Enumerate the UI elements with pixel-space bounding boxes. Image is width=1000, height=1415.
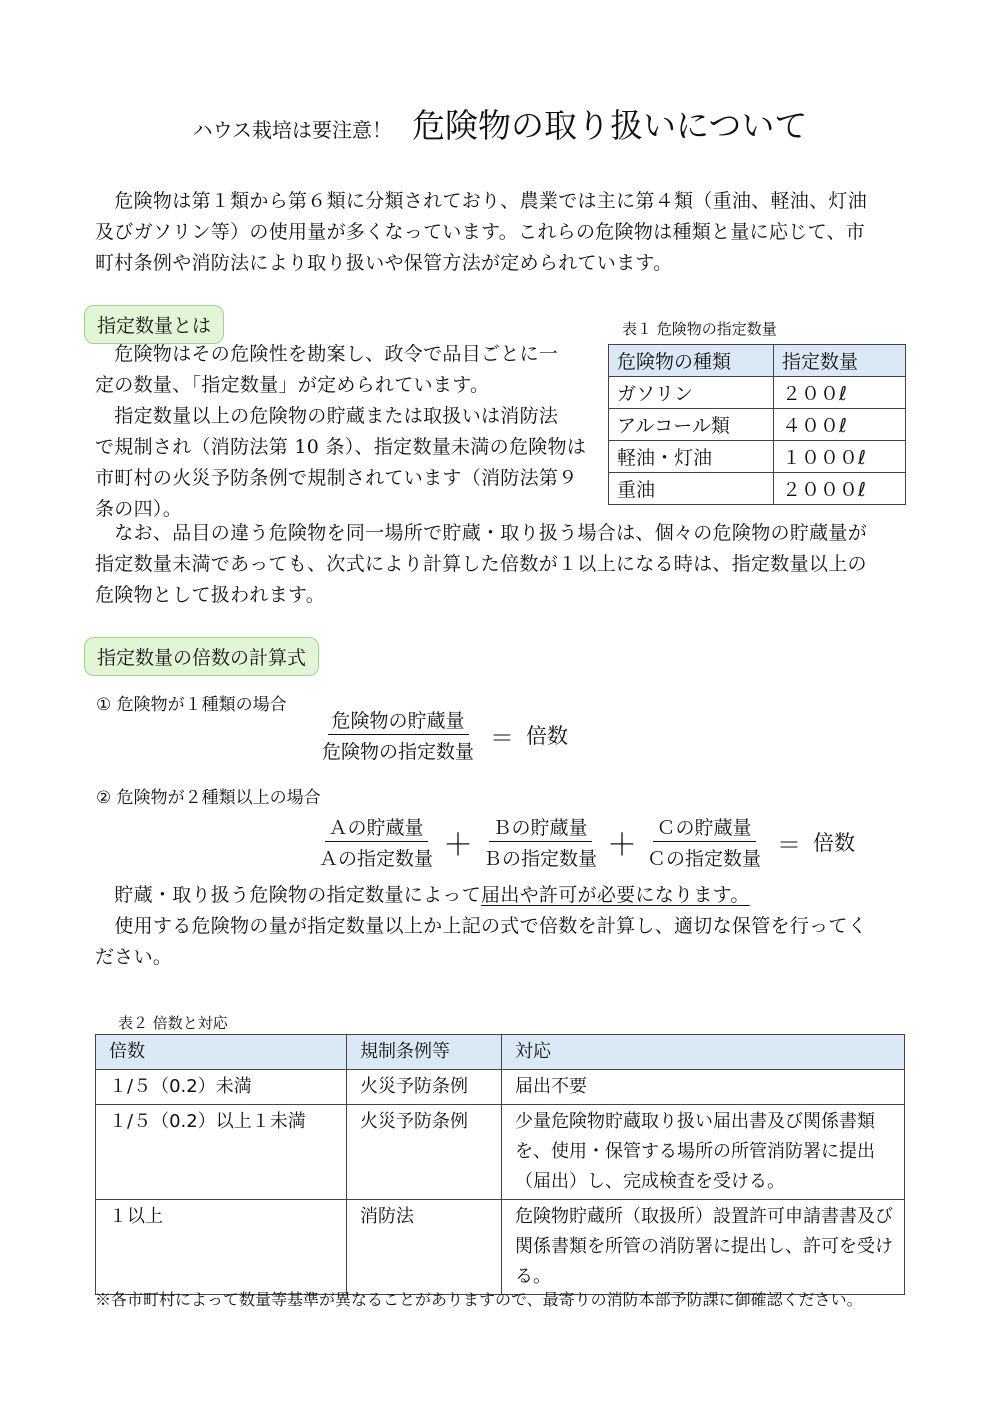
fraction-denominator: 危険物の指定数量 xyxy=(322,741,475,763)
table-row xyxy=(96,1105,905,1200)
table-cell: 消防法 xyxy=(347,1200,502,1295)
table-cell: ４００ℓ xyxy=(774,409,906,441)
table-row xyxy=(609,441,906,473)
section1-note-paragraph xyxy=(95,518,925,611)
formula-notes xyxy=(95,880,925,973)
section-label-formula: 指定数量の倍数の計算式 xyxy=(84,637,319,676)
table-cell: ガソリン xyxy=(609,377,774,409)
section1-paragraph xyxy=(95,339,605,525)
equals-sign: ＝ xyxy=(490,723,515,752)
table-cell: １０００ℓ xyxy=(774,441,906,473)
formula-single xyxy=(318,706,568,764)
fraction-numerator: Ｂの貯蔵量 xyxy=(489,813,592,842)
table-cell: １/５（0.2）以上１未満 xyxy=(96,1105,347,1200)
note-line: 使用する危険物の量が指定数量以上か上記の式で倍数を計算し、適切な保管を行ってく xyxy=(95,915,868,937)
table-row xyxy=(609,473,906,505)
table-cell: 届出不要 xyxy=(502,1070,905,1105)
table-row xyxy=(609,377,906,409)
designated-quantity-table xyxy=(608,344,906,505)
section1-line: 条の四）。 xyxy=(95,498,183,520)
section1-line: で規制され（消防法第 10 条）、指定数量未満の危険物は xyxy=(95,436,587,458)
fraction-a xyxy=(315,813,437,871)
fraction-denominator: Ａの指定数量 xyxy=(319,848,434,870)
intro-paragraph xyxy=(95,186,925,279)
table-cell: 火災予防条例 xyxy=(347,1105,502,1200)
table-header-row xyxy=(609,345,906,377)
multiplier-response-table xyxy=(95,1034,905,1295)
intro-line: 危険物は第１類から第６類に分類されており、農業では主に第４類（重油、軽油、灯油 xyxy=(95,190,868,212)
case1-heading: ① 危険物が１種類の場合 xyxy=(96,695,287,715)
table-row xyxy=(96,1070,905,1105)
table-header-cell: 規制条例等 xyxy=(347,1035,502,1070)
note-emphasis: 届出や許可が必要になります。 xyxy=(481,884,750,906)
intro-line: 町村条例や消防法により取り扱いや保管方法が定められています。 xyxy=(95,252,673,274)
table-cell: アルコール類 xyxy=(609,409,774,441)
formula-multiple xyxy=(315,813,855,871)
page-title xyxy=(0,100,1000,147)
fraction-numerator: Ａの貯蔵量 xyxy=(325,813,428,842)
table-cell: ２０００ℓ xyxy=(774,473,906,505)
table-cell: 少量危険物貯蔵取り扱い届出書及び関係書類を、使用・保管する場所の所管消防署に提出（届出）し、完成検査を受ける。 xyxy=(502,1105,905,1200)
table-cell: 危険物貯蔵所（取扱所）設置許可申請書書及び関係書類を所管の消防署に提出し、許可を受ける。 xyxy=(502,1200,905,1295)
fraction-numerator: Ｃの貯蔵量 xyxy=(653,813,756,842)
table-header-cell: 指定数量 xyxy=(774,345,906,377)
table-header-cell: 倍数 xyxy=(96,1035,347,1070)
fraction-numerator: 危険物の貯蔵量 xyxy=(328,706,469,735)
note-line: ださい。 xyxy=(95,946,173,968)
section1-note-line: なお、品目の違う危険物を同一場所で貯蔵・取り扱う場合は、個々の危険物の貯蔵量が xyxy=(95,522,868,544)
table-cell: 火災予防条例 xyxy=(347,1070,502,1105)
section1-note-line: 指定数量未満であっても、次式により計算した倍数が１以上になる時は、指定数量以上の xyxy=(95,553,867,575)
table-row xyxy=(609,409,906,441)
section1-line: 危険物はその危険性を勘案し、政令で品目ごとに一 xyxy=(95,343,559,365)
section1-line: 市町村の火災予防条例で規制されています（消防法第９ xyxy=(95,467,578,489)
table-header-cell: 危険物の種類 xyxy=(609,345,774,377)
formula-result: 倍数 xyxy=(526,724,569,748)
title-subtitle: ハウス栽培は要注意！ xyxy=(192,118,393,142)
table-cell: 重油 xyxy=(609,473,774,505)
equals-sign: ＝ xyxy=(777,830,802,859)
footnote: ※各市町村によって数量等基準が異なることがありますので、最寄りの消防本部予防課に御確認ください。 xyxy=(95,1290,863,1309)
section1-line: 定の数量、「指定数量」が定められています。 xyxy=(95,374,490,396)
fraction-denominator: Ｃの指定数量 xyxy=(647,848,762,870)
fraction-b xyxy=(479,813,601,871)
section1-line: 指定数量以上の危険物の貯蔵または取扱いは消防法 xyxy=(95,405,559,427)
note-text: 貯蔵・取り扱う危険物の指定数量によって xyxy=(95,884,482,906)
table-row xyxy=(96,1200,905,1295)
section-label-shitei-suryo: 指定数量とは xyxy=(84,305,224,344)
note-line xyxy=(95,880,925,911)
intro-line: 及びガソリン等）の使用量が多くなっています。これらの危険物は種類と量に応じて、市 xyxy=(95,221,866,243)
table-cell: １以上 xyxy=(96,1200,347,1295)
table-cell: １/５（0.2）未満 xyxy=(96,1070,347,1105)
plus-sign: ＋ xyxy=(607,828,638,863)
plus-sign: ＋ xyxy=(443,828,474,863)
section1-note-line: 危険物として扱われます。 xyxy=(95,584,326,606)
title-main: 危険物の取り扱いについて xyxy=(412,106,808,145)
case2-heading: ② 危険物が２種類以上の場合 xyxy=(96,788,321,808)
formula-result: 倍数 xyxy=(813,831,856,855)
fraction-denominator: Ｂの指定数量 xyxy=(483,848,598,870)
fraction-c xyxy=(643,813,765,871)
table-cell: ２００ℓ xyxy=(774,377,906,409)
table-cell: 軽油・灯油 xyxy=(609,441,774,473)
table-header-row xyxy=(96,1035,905,1070)
table1-caption: 表１ 危険物の指定数量 xyxy=(622,320,777,338)
fraction xyxy=(318,706,478,764)
table-header-cell: 対応 xyxy=(502,1035,905,1070)
table2-caption: 表２ 倍数と対応 xyxy=(118,1014,228,1032)
